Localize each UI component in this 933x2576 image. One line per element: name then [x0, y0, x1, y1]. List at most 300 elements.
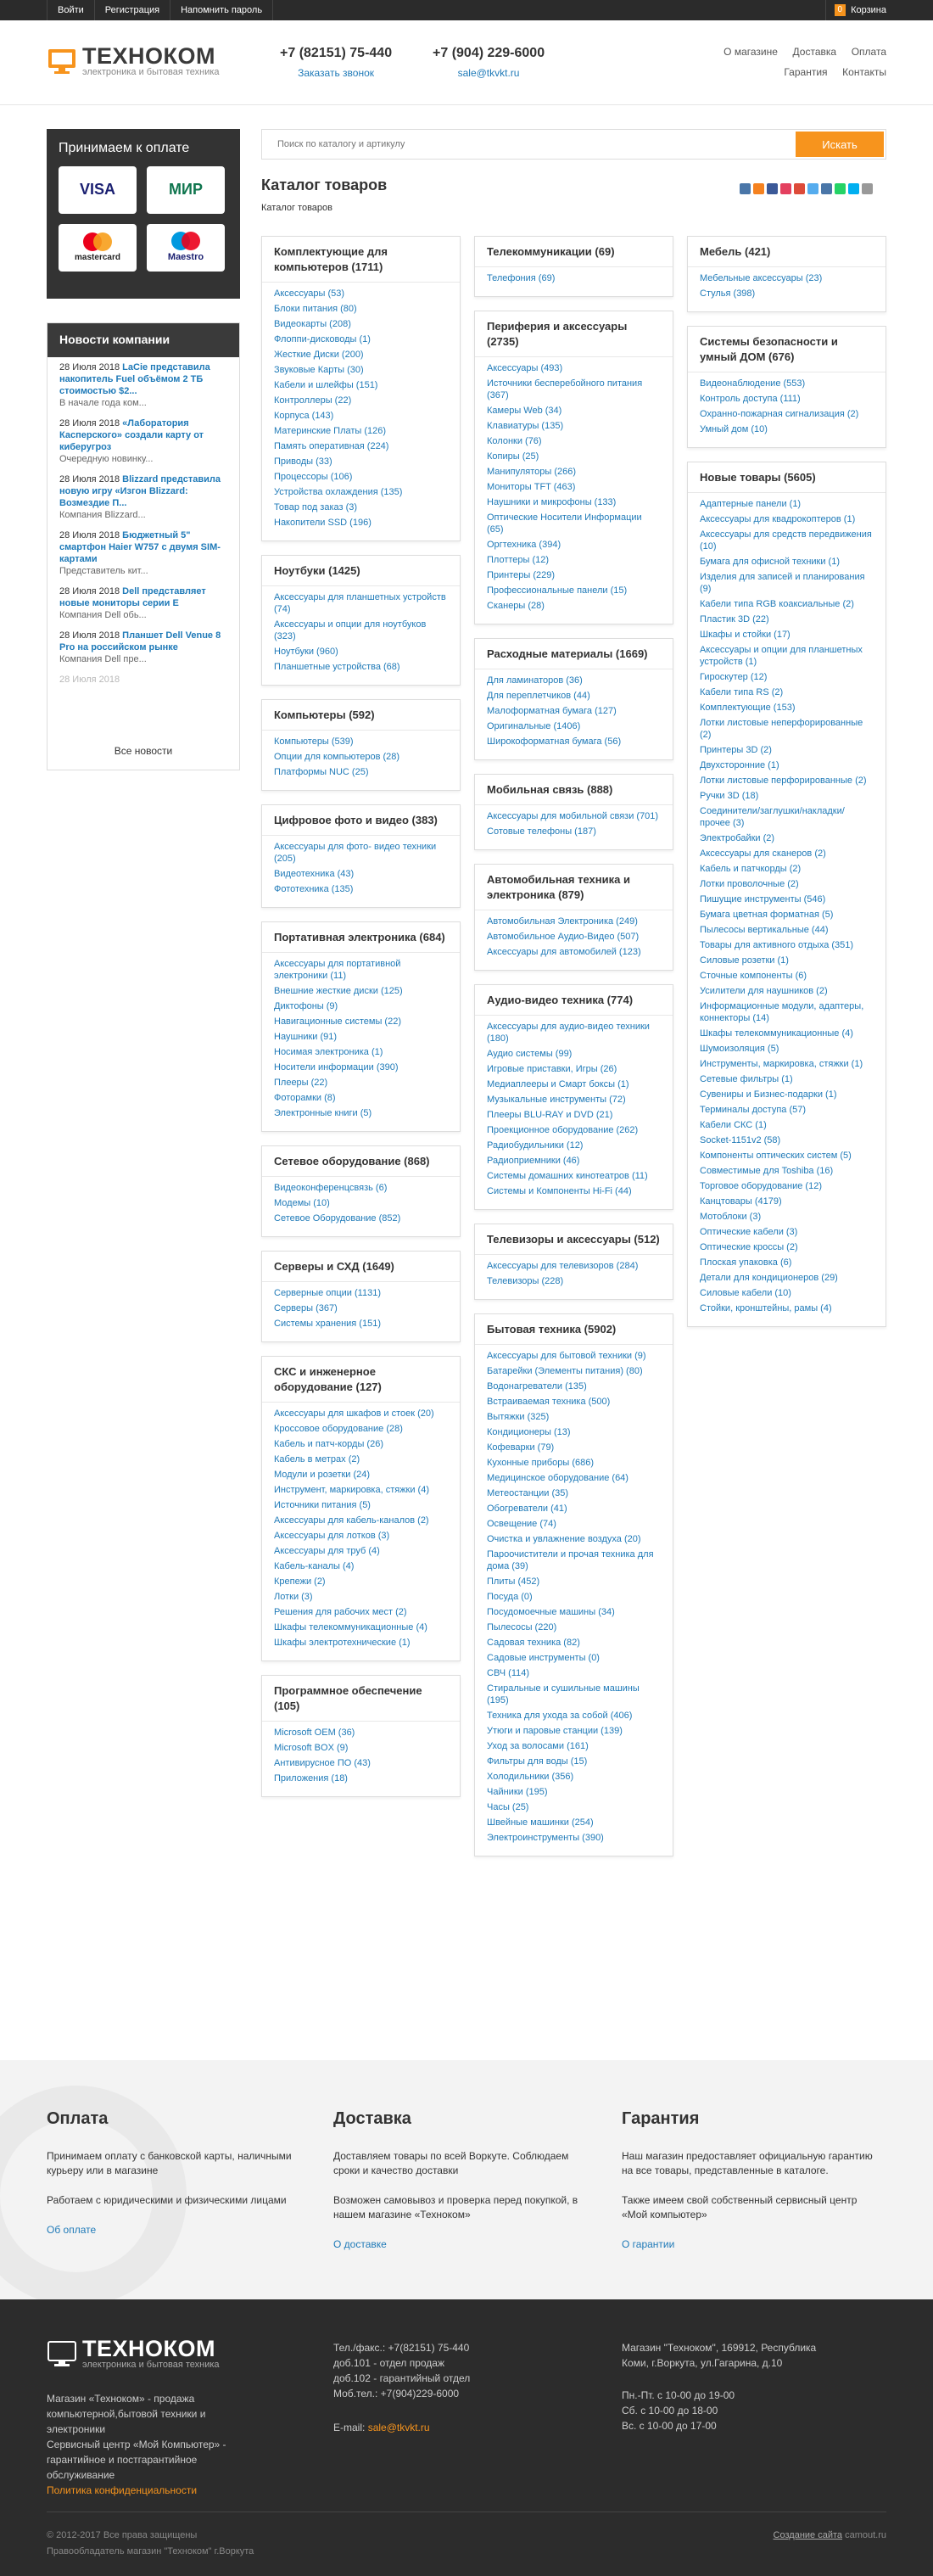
- subcategory-link[interactable]: Диктофоны (9): [274, 1001, 338, 1011]
- category-block: [261, 699, 461, 791]
- category-block: [474, 1224, 673, 1300]
- subcategory-link[interactable]: Сканеры (28): [487, 601, 545, 611]
- subcategory-link[interactable]: Жесткие Диски (200): [274, 350, 364, 360]
- category-title[interactable]: Периферия и аксессуары (2735): [475, 311, 673, 357]
- category-title[interactable]: Расходные материалы (1669): [475, 639, 673, 669]
- subcategory-link[interactable]: Клавиатуры (135): [487, 421, 564, 431]
- category-title[interactable]: Программное обеспечение (105): [262, 1676, 460, 1722]
- category-block: [261, 804, 461, 908]
- subcategory-link[interactable]: Кухонные приборы (686): [487, 1458, 595, 1468]
- category-title[interactable]: Телевизоры и аксессуары (512): [475, 1224, 673, 1255]
- footer-email-link[interactable]: sale@tkvkt.ru: [367, 2422, 430, 2433]
- category-block: [687, 462, 886, 1327]
- subcategory-link[interactable]: Посудомоечные машины (34): [487, 1607, 615, 1617]
- subcategory-link[interactable]: Освещение (74): [487, 1519, 556, 1529]
- subcategory-link[interactable]: Фильтры для воды (15): [487, 1756, 588, 1767]
- subcategory-link[interactable]: Плиты (452): [487, 1576, 540, 1587]
- subcategory-link[interactable]: Изделия для записей и планирования (9): [700, 572, 865, 594]
- subcategory-link[interactable]: Ноутбуки (960): [274, 647, 338, 657]
- subcategory-link[interactable]: Аксессуары для фото- видео техники (205): [274, 842, 437, 864]
- subcategory-link[interactable]: Шкафы телекоммуникационные (4): [700, 1028, 853, 1039]
- subcategory-link[interactable]: Аксессуары (53): [274, 288, 345, 299]
- news-title-link[interactable]: Планшет Dell Venue 8 Pro на российском рынке: [59, 630, 221, 652]
- category-block: [261, 236, 461, 541]
- subcategory-link[interactable]: Часы (25): [487, 1802, 529, 1812]
- subcategory-link[interactable]: Автомобильная Электроника (249): [487, 916, 638, 927]
- subcategory-link[interactable]: Антивирусное ПО (43): [274, 1758, 371, 1768]
- phone-number-1[interactable]: +7 (82151) 75-440: [280, 46, 393, 60]
- category-block: [474, 1313, 673, 1856]
- subcategory-link[interactable]: Аксессуары для средств передвижения (10): [700, 529, 872, 552]
- subcategory-link[interactable]: Материнские Платы (126): [274, 426, 387, 436]
- breadcrumb: Каталог товаров: [261, 203, 332, 213]
- subcategory-link[interactable]: Бумага цветная форматная (5): [700, 910, 834, 920]
- subcategory-link[interactable]: Медицинское оборудование (64): [487, 1473, 629, 1483]
- footer-address: [622, 2340, 834, 2433]
- subcategory-link[interactable]: Корпуса (143): [274, 411, 334, 421]
- subcategory-link[interactable]: Мебельные аксессуары (23): [700, 273, 823, 283]
- subcategory-link[interactable]: Манипуляторы (266): [487, 467, 577, 477]
- nav-about[interactable]: О магазине: [723, 46, 778, 58]
- email-link[interactable]: sale@tkvkt.ru: [457, 66, 520, 79]
- category-title[interactable]: Автомобильная техника и электроника (879): [475, 865, 673, 910]
- subcategory-link[interactable]: Инструменты, маркировка, стяжки (1): [700, 1059, 863, 1069]
- news-date: 28 Июля 2018: [59, 630, 120, 641]
- subcategory-link[interactable]: Автомобильное Аудио-Видео (507): [487, 932, 640, 942]
- news-item[interactable]: [47, 625, 239, 669]
- subcategory-link[interactable]: Память оперативная (224): [274, 441, 389, 451]
- subcategory-link[interactable]: Швейные машинки (254): [487, 1817, 594, 1828]
- subcategory-link[interactable]: Электронные книги (5): [274, 1108, 372, 1118]
- subcategory-link[interactable]: Аксессуары для квадрокоптеров (1): [700, 514, 856, 524]
- subcategory-link[interactable]: Утюги и паровые станции (139): [487, 1726, 623, 1736]
- subcategory-link[interactable]: Копиры (25): [487, 451, 539, 462]
- info-text: Доставляем товары по всей Воркуте. Соблюдаем сроки и качество доставки: [333, 2150, 569, 2176]
- subcategory-link[interactable]: Компьютеры (539): [274, 736, 354, 747]
- category-title[interactable]: Системы безопасности и умный ДОМ (676): [688, 327, 886, 372]
- nav-contacts[interactable]: Контакты: [842, 65, 886, 78]
- subcategory-link[interactable]: Аксессуары для мобильной связи (701): [487, 811, 659, 821]
- subcategory-link[interactable]: Системы домашних кинотеатров (11): [487, 1171, 648, 1181]
- subcategory-link[interactable]: Пылесосы (220): [487, 1622, 557, 1632]
- footer-ext-sales: доб.101 - отдел продаж: [333, 2357, 444, 2369]
- logo[interactable]: [47, 44, 220, 79]
- subcategory-link[interactable]: Аксессуары для шкафов и стоек (20): [274, 1408, 434, 1419]
- info-text: Принимаем оплату с банковской карты, наличными курьеру или в магазине: [47, 2150, 292, 2176]
- subcategory-link[interactable]: Пылесосы вертикальные (44): [700, 925, 829, 935]
- all-news-link[interactable]: Все новости: [114, 744, 173, 757]
- callback-link[interactable]: Заказать звонок: [298, 66, 375, 79]
- footer-logo-tagline: электроника и бытовая техника: [82, 2360, 220, 2370]
- share-icon[interactable]: [780, 183, 791, 194]
- subcategory-link[interactable]: Опции для компьютеров (28): [274, 752, 400, 762]
- category-title[interactable]: Компьютеры (592): [262, 700, 460, 731]
- news-excerpt: Компания Dell пре...: [59, 654, 147, 664]
- subcategory-link[interactable]: Детали для кондиционеров (29): [700, 1273, 838, 1283]
- subcategory-link[interactable]: Пластик 3D (22): [700, 614, 769, 624]
- cart-link[interactable]: [825, 0, 886, 20]
- maestro-logo: Maestro: [147, 224, 225, 272]
- news-item[interactable]: [47, 669, 239, 690]
- subcategory-link[interactable]: Аксессуары для лотков (3): [274, 1531, 390, 1541]
- footer-bottom: [47, 2512, 886, 2558]
- subcategory-link[interactable]: Видеотехника (43): [274, 869, 355, 879]
- category-title[interactable]: Новые товары (5605): [688, 462, 886, 493]
- subcategory-link[interactable]: Для переплетчиков (44): [487, 691, 590, 701]
- subcategory-link[interactable]: Серверные опции (1131): [274, 1288, 381, 1298]
- subcategory-link[interactable]: Музыкальные инструменты (72): [487, 1095, 626, 1105]
- subcategory-link[interactable]: Кондиционеры (13): [487, 1427, 571, 1437]
- subcategory-link[interactable]: Встраиваемая техника (500): [487, 1397, 611, 1407]
- search-input[interactable]: [262, 130, 796, 159]
- subcategory-link[interactable]: Игровые приставки, Игры (26): [487, 1064, 617, 1074]
- subcategory-link[interactable]: Компоненты оптических систем (5): [700, 1151, 852, 1161]
- subcategory-link[interactable]: Носители информации (390): [274, 1062, 399, 1072]
- subcategory-link[interactable]: Кабель в метрах (2): [274, 1454, 360, 1464]
- nav-warranty[interactable]: Гарантия: [784, 65, 828, 78]
- footer-phone: Тел./факс.: +7(82151) 75-440: [333, 2342, 470, 2354]
- news-date: 28 Июля 2018: [59, 418, 120, 428]
- category-title[interactable]: Аудио-видео техника (774): [475, 985, 673, 1016]
- subcategory-link[interactable]: Навигационные системы (22): [274, 1016, 401, 1027]
- subcategory-link[interactable]: Кабели типа RGB коаксиальные (2): [700, 599, 854, 609]
- subcategory-link[interactable]: Шумоизоляция (5): [700, 1044, 779, 1054]
- subcategory-link[interactable]: Шкафы электротехнические (1): [274, 1638, 411, 1648]
- subcategory-link[interactable]: Крепежи (2): [274, 1576, 326, 1587]
- subcategory-link[interactable]: Садовые инструменты (0): [487, 1653, 600, 1663]
- news-item[interactable]: [47, 525, 239, 581]
- share-icon[interactable]: [767, 183, 778, 194]
- subcategory-link[interactable]: Сотовые телефоны (187): [487, 826, 596, 837]
- subcategory-link[interactable]: Кабель и патчкорды (2): [700, 864, 802, 874]
- subcategory-link[interactable]: Холодильники (356): [487, 1772, 574, 1782]
- subcategory-link[interactable]: Ручки 3D (18): [700, 791, 759, 801]
- subcategory-link[interactable]: Пишущие инструменты (546): [700, 894, 826, 904]
- subcategory-link[interactable]: Охранно-пожарная сигнализация (2): [700, 409, 859, 419]
- subcategory-link[interactable]: Оргтехника (394): [487, 540, 561, 550]
- subcategory-link[interactable]: Видеокарты (208): [274, 319, 351, 329]
- subcategory-link[interactable]: Оптические кроссы (2): [700, 1242, 798, 1252]
- info-title: Доставка: [333, 2109, 411, 2128]
- subcategory-link[interactable]: Аксессуары для портативной электроники (11): [274, 959, 401, 981]
- footer-address-text: Магазин "Техноком", 169912, Республика Коми, г.Воркута, ул.Гагарина, д.10: [622, 2342, 817, 2369]
- subcategory-link[interactable]: Плоттеры (12): [487, 555, 550, 565]
- subcategory-link[interactable]: Звуковые Карты (30): [274, 365, 364, 375]
- subcategory-link[interactable]: Радиоприемники (46): [487, 1156, 580, 1166]
- subcategory-link[interactable]: Фоторамки (8): [274, 1093, 336, 1103]
- share-icon[interactable]: [835, 183, 846, 194]
- subcategory-link[interactable]: Аксессуары для труб (4): [274, 1546, 380, 1556]
- subcategory-link[interactable]: Кроссовое оборудование (28): [274, 1424, 403, 1434]
- footer-logo-name: ТЕХНОКОМ: [82, 2336, 215, 2361]
- subcategory-link[interactable]: Аксессуары и опции для планшетных устройств (1): [700, 645, 863, 667]
- subcategory-link[interactable]: Очистка и увлажнение воздуха (20): [487, 1534, 641, 1544]
- subcategory-link[interactable]: Кофеварки (79): [487, 1442, 555, 1453]
- subcategory-link[interactable]: Сувениры и Бизнес-подарки (1): [700, 1089, 837, 1100]
- share-icon[interactable]: [794, 183, 805, 194]
- footer-logo[interactable]: [47, 2337, 220, 2372]
- info-link[interactable]: О гарантии: [622, 2238, 675, 2250]
- visa-logo: VISA: [59, 166, 137, 214]
- subcategory-link[interactable]: Батарейки (Элементы питания) (80): [487, 1366, 643, 1376]
- share-icon[interactable]: [807, 183, 818, 194]
- subcategory-link[interactable]: Наушники (91): [274, 1032, 338, 1042]
- subcategory-link[interactable]: Электробайки (2): [700, 833, 775, 843]
- category-block: [474, 311, 673, 624]
- search-button[interactable]: Искать: [796, 132, 884, 157]
- category-title[interactable]: Ноутбуки (1425): [262, 556, 460, 586]
- subcategory-link[interactable]: Аксессуары для телевизоров (284): [487, 1261, 639, 1271]
- news-item[interactable]: [47, 581, 239, 625]
- subcategory-link[interactable]: Фототехника (135): [274, 884, 354, 894]
- news-excerpt: Компания Blizzard...: [59, 510, 146, 520]
- subcategory-link[interactable]: Водонагреватели (135): [487, 1381, 587, 1392]
- info-text: Работаем с юридическими и физическими лицами: [47, 2194, 287, 2206]
- subcategory-link[interactable]: Плееры (22): [274, 1078, 328, 1088]
- page-title: Каталог товаров: [261, 176, 388, 193]
- footer-ext-warranty: доб.102 - гарантийный отдел: [333, 2372, 471, 2384]
- remind-password-link[interactable]: Напомнить пароль: [170, 0, 273, 20]
- subcategory-link[interactable]: Кабель и патч-корды (26): [274, 1439, 383, 1449]
- subcategory-link[interactable]: Двухсторонние (1): [700, 760, 779, 770]
- nav-payment[interactable]: Оплата: [851, 46, 886, 58]
- subcategory-link[interactable]: Шкафы и стойки (17): [700, 630, 791, 640]
- subcategory-link[interactable]: Чайники (195): [487, 1787, 548, 1797]
- category-title[interactable]: Комплектующие для компьютеров (1711): [262, 237, 460, 283]
- subcategory-link[interactable]: Торговое оборудование (12): [700, 1181, 822, 1191]
- subcategory-link[interactable]: Блоки питания (80): [274, 304, 357, 314]
- subcategory-link[interactable]: Платформы NUC (25): [274, 767, 369, 777]
- category-title[interactable]: Серверы и СХД (1649): [262, 1252, 460, 1282]
- mastercard-logo: mastercard: [59, 224, 137, 272]
- subcategory-link[interactable]: Наушники и микрофоны (133): [487, 497, 617, 507]
- logo-name: ТЕХНОКОМ: [82, 43, 215, 69]
- subcategory-link[interactable]: Аксессуары и опции для ноутбуков (323): [274, 619, 427, 641]
- phone-number-2[interactable]: +7 (904) 229-6000: [433, 46, 545, 60]
- subcategory-link[interactable]: Стиральные и сушильные машины (195): [487, 1683, 640, 1705]
- subcategory-link[interactable]: Адаптерные панели (1): [700, 499, 802, 509]
- subcategory-link[interactable]: Комплектующие (153): [700, 703, 796, 713]
- subcategory-link[interactable]: Модули и розетки (24): [274, 1470, 371, 1480]
- info-link[interactable]: Об оплате: [47, 2224, 97, 2236]
- nav-delivery[interactable]: Доставка: [792, 46, 837, 58]
- subcategory-link[interactable]: Оптические Носители Информации (65): [487, 512, 642, 535]
- catalog-column: [474, 236, 673, 1856]
- category-title[interactable]: Мобильная связь (888): [475, 775, 673, 805]
- subcategory-link[interactable]: Мотоблоки (3): [700, 1212, 762, 1222]
- category-title[interactable]: СКС и инженерное оборудование (127): [262, 1357, 460, 1403]
- category-block: [261, 1145, 461, 1237]
- news-title-link[interactable]: Blizzard представила новую игру «Изгон Blizzard: Возмездие П...: [59, 474, 221, 508]
- subcategory-link[interactable]: Товары для активного отдыха (351): [700, 940, 854, 950]
- subcategory-link[interactable]: Флоппи-дисководы (1): [274, 334, 371, 344]
- subcategory-link[interactable]: Носимая электроника (1): [274, 1047, 383, 1057]
- category-title[interactable]: Портативная электроника (684): [262, 922, 460, 953]
- subcategory-link[interactable]: Аксессуары для планшетных устройств (74): [274, 592, 446, 614]
- subcategory-link[interactable]: Широкоформатная бумага (56): [487, 736, 622, 747]
- news-date: 28 Июля 2018: [59, 474, 120, 484]
- category-block: [474, 236, 673, 297]
- subcategory-link[interactable]: Устройства охлаждения (135): [274, 487, 403, 497]
- subcategory-link[interactable]: Принтеры 3D (2): [700, 745, 772, 755]
- share-icon[interactable]: [753, 183, 764, 194]
- share-icon[interactable]: [821, 183, 832, 194]
- subcategory-link[interactable]: Серверы (367): [274, 1303, 338, 1313]
- subcategory-link[interactable]: Аксессуары для аудио-видео техники (180): [487, 1022, 650, 1044]
- subcategory-link[interactable]: Лотки (3): [274, 1592, 313, 1602]
- subcategory-link[interactable]: Аксессуары для бытовой техники (9): [487, 1351, 646, 1361]
- subcategory-link[interactable]: Модемы (10): [274, 1198, 330, 1208]
- subcategory-link[interactable]: Для ламинаторов (36): [487, 675, 583, 686]
- site-credit-author: camout.ru: [845, 2530, 886, 2540]
- news-item[interactable]: [47, 413, 239, 469]
- subcategory-link[interactable]: Внешние жесткие диски (125): [274, 986, 403, 996]
- subcategory-link[interactable]: Лотки листовые неперфорированные (2): [700, 718, 863, 740]
- subcategory-link[interactable]: Товар под заказ (3): [274, 502, 358, 512]
- subcategory-link[interactable]: Силовые розетки (1): [700, 955, 789, 966]
- subcategory-link[interactable]: Электроинструменты (390): [487, 1833, 604, 1843]
- news-title-link[interactable]: Dell представляет новые мониторы серии E: [59, 586, 206, 608]
- subcategory-link[interactable]: Проекционное оборудование (262): [487, 1125, 639, 1135]
- category-title[interactable]: Мебель (421): [688, 237, 886, 267]
- subcategory-link[interactable]: Кабели типа RS (2): [700, 687, 784, 697]
- subcategory-link[interactable]: Socket-1151v2 (58): [700, 1135, 781, 1145]
- subcategory-link[interactable]: Источники питания (5): [274, 1500, 371, 1510]
- news-item[interactable]: [47, 357, 239, 413]
- subcategory-link[interactable]: Системы хранения (151): [274, 1319, 381, 1329]
- mir-logo: МИР: [147, 166, 225, 214]
- subcategory-link[interactable]: СВЧ (114): [487, 1668, 530, 1678]
- category-title[interactable]: Бытовая техника (5902): [475, 1314, 673, 1345]
- site-credit-link[interactable]: Создание сайта: [773, 2530, 843, 2540]
- news-title-link[interactable]: LaCie представила накопитель Fuel объёмом 2 ТБ стоимостью $2...: [59, 362, 210, 396]
- subcategory-link[interactable]: Сетевые фильтры (1): [700, 1074, 793, 1084]
- category-title[interactable]: Сетевое оборудование (868): [262, 1146, 460, 1177]
- subcategory-link[interactable]: Кабели СКС (1): [700, 1120, 767, 1130]
- share-icon[interactable]: [848, 183, 859, 194]
- subcategory-link[interactable]: Сточные компоненты (6): [700, 971, 807, 981]
- subcategory-link[interactable]: Телевизоры (228): [487, 1276, 564, 1286]
- subcategory-link[interactable]: Совместимые для Toshiba (16): [700, 1166, 834, 1176]
- category-title[interactable]: Телекоммуникации (69): [475, 237, 673, 267]
- subcategory-link[interactable]: Процессоры (106): [274, 472, 353, 482]
- subcategory-link[interactable]: Плоская упаковка (6): [700, 1257, 792, 1268]
- subcategory-link[interactable]: Инструмент, маркировка, стяжки (4): [274, 1485, 430, 1495]
- subcategory-link[interactable]: Терминалы доступа (57): [700, 1105, 807, 1115]
- subcategory-link[interactable]: Вытяжки (325): [487, 1412, 550, 1422]
- subcategory-link[interactable]: Сетевое Оборудование (852): [274, 1213, 401, 1224]
- subcategory-link[interactable]: Стулья (398): [700, 288, 756, 299]
- category-block: [474, 864, 673, 971]
- subcategory-link[interactable]: Камеры Web (34): [487, 406, 562, 416]
- subcategory-link[interactable]: Аксессуары (493): [487, 363, 563, 373]
- subcategory-link[interactable]: Мониторы TFT (463): [487, 482, 576, 492]
- category-block: [261, 921, 461, 1132]
- login-link[interactable]: Войти: [47, 0, 95, 20]
- subcategory-link[interactable]: Оригинальные (1406): [487, 721, 581, 731]
- subcategory-link[interactable]: Кабель-каналы (4): [274, 1561, 355, 1571]
- subcategory-link[interactable]: Кабели и шлейфы (151): [274, 380, 378, 390]
- catalog-column: [687, 236, 886, 1856]
- subcategory-link[interactable]: Малоформатная бумага (127): [487, 706, 617, 716]
- subcategory-link[interactable]: Аудио системы (99): [487, 1049, 573, 1059]
- search-bar: [261, 129, 886, 160]
- subcategory-link[interactable]: Медиаплееры и Смарт боксы (1): [487, 1079, 629, 1089]
- subcategory-link[interactable]: Посуда (0): [487, 1592, 533, 1602]
- info-section: [0, 2060, 933, 2299]
- subcategory-link[interactable]: Уход за волосами (161): [487, 1741, 589, 1751]
- subcategory-link[interactable]: Системы и Компоненты Hi-Fi (44): [487, 1186, 632, 1196]
- subcategory-link[interactable]: Источники бесперебойного питания (367): [487, 378, 643, 400]
- news-title-link[interactable]: «Лаборатория Касперского» создали карту от киберугроз: [59, 418, 204, 452]
- category-title[interactable]: Цифровое фото и видео (383): [262, 805, 460, 836]
- subcategory-link[interactable]: Пароочистители и прочая техника для дома (39): [487, 1549, 654, 1571]
- subcategory-link[interactable]: Microsoft BOX (9): [274, 1743, 349, 1753]
- subcategory-link[interactable]: Лотки листовые перфорированные (2): [700, 776, 867, 786]
- subcategory-link[interactable]: Канцтовары (4179): [700, 1196, 782, 1207]
- subcategory-link[interactable]: Информационные модули, адаптеры, коннекторы (14): [700, 1001, 864, 1023]
- subcategory-link[interactable]: Гироскутер (12): [700, 672, 768, 682]
- phone-block-1: [280, 44, 392, 80]
- subcategory-link[interactable]: Видеонаблюдение (553): [700, 378, 806, 389]
- news-item[interactable]: [47, 469, 239, 525]
- subcategory-link[interactable]: Планшетные устройства (68): [274, 662, 400, 672]
- subcategory-link[interactable]: Умный дом (10): [700, 424, 768, 434]
- subcategory-link[interactable]: Плееры BLU-RAY и DVD (21): [487, 1110, 613, 1120]
- subcategory-link[interactable]: Контроллеры (22): [274, 395, 352, 406]
- subcategory-link[interactable]: Аксессуары для автомобилей (123): [487, 947, 641, 957]
- subcategory-link[interactable]: Оптические кабели (3): [700, 1227, 798, 1237]
- subcategory-link[interactable]: Телефония (69): [487, 273, 556, 283]
- subcategory-link[interactable]: Метеостанции (35): [487, 1488, 569, 1498]
- subcategory-link[interactable]: Обогреватели (41): [487, 1504, 567, 1514]
- subcategory-link[interactable]: Лотки проволочные (2): [700, 879, 799, 889]
- subcategory-link[interactable]: Колонки (76): [487, 436, 542, 446]
- share-icon[interactable]: [862, 183, 873, 194]
- subcategory-link[interactable]: Видеоконференцсвязь (6): [274, 1183, 388, 1193]
- subcategory-link[interactable]: Усилители для наушников (2): [700, 986, 828, 996]
- subcategory-link[interactable]: Контроль доступа (111): [700, 394, 801, 404]
- subcategory-link[interactable]: Аксессуары для кабель-каналов (2): [274, 1515, 429, 1526]
- subcategory-link[interactable]: Решения для рабочих мест (2): [274, 1607, 407, 1617]
- subcategory-link[interactable]: Шкафы телекоммуникационные (4): [274, 1622, 427, 1632]
- monitor-logo-icon: [47, 2339, 77, 2368]
- info-link[interactable]: О доставке: [333, 2238, 387, 2250]
- share-icon[interactable]: [740, 183, 751, 194]
- subcategory-link[interactable]: Накопители SSD (196): [274, 518, 372, 528]
- subcategory-link[interactable]: Радиобудильники (12): [487, 1140, 584, 1151]
- subcategory-link[interactable]: Техника для ухода за собой (406): [487, 1711, 633, 1721]
- subcategory-link[interactable]: Соединители/заглушки/накладки/прочее (3): [700, 806, 845, 828]
- subcategory-link[interactable]: Бумага для офисной техники (1): [700, 557, 840, 567]
- info-column: [47, 2108, 301, 2237]
- subcategory-link[interactable]: Принтеры (229): [487, 570, 556, 580]
- privacy-policy-link[interactable]: Политика конфиденциальности: [47, 2484, 198, 2496]
- subcategory-link[interactable]: Приложения (18): [274, 1773, 348, 1784]
- subcategory-link[interactable]: Аксессуары для сканеров (2): [700, 848, 826, 859]
- subcategory-link[interactable]: Садовая техника (82): [487, 1638, 580, 1648]
- subcategory-link[interactable]: Стойки, кронштейны, рамы (4): [700, 1303, 832, 1313]
- subcategory-link[interactable]: Приводы (33): [274, 456, 332, 467]
- subcategory-link[interactable]: Профессиональные панели (15): [487, 585, 628, 596]
- news-date: 28 Июля 2018: [59, 586, 120, 596]
- news-title-link[interactable]: Бюджетный 5" смартфон Haier W757 с двумя SIM-картами: [59, 530, 221, 564]
- news-excerpt: Представитель кит...: [59, 566, 148, 576]
- catalog-column: [261, 236, 461, 1856]
- subcategory-link[interactable]: Силовые кабели (10): [700, 1288, 791, 1298]
- register-link[interactable]: Регистрация: [95, 0, 170, 20]
- subcategory-link[interactable]: Microsoft OEM (36): [274, 1728, 355, 1738]
